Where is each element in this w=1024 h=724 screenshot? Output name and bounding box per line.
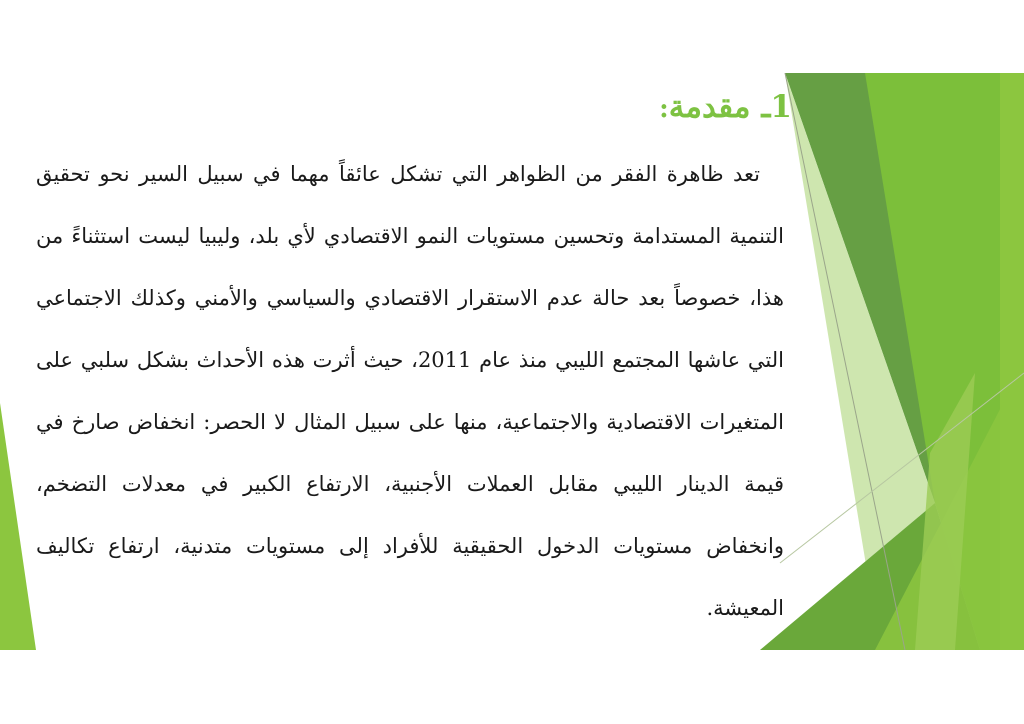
section-title-text: 1ـ مقدمة bbox=[668, 89, 792, 125]
left-green-sliver bbox=[0, 403, 36, 650]
section-title bbox=[659, 87, 792, 129]
slide bbox=[0, 73, 1024, 650]
section-title-colon: : bbox=[659, 94, 669, 124]
introduction-paragraph: تعد ظاهرة الفقر من الظواهر التي تشكل عائقاً مهما في سبيل السير نحو تحقيق التنمية المستدامة وتحسين مستويات النمو الاقتصادي لأي بلد، وليبيا ليست استثناءً من هذا، خصوصاً بعد حالة عدم الاستقرار الاقتصادي والسياسي والأمني وكذلك الاجتماعي التي عاشها المجتمع الليبي منذ عام 2011، حيث أثرت هذه الأحداث بشكل سلبي على المتغيرات الاقتصادية والاجتماعية، منها على سبيل المثال لا الحصر: انخفاض صارخ في قيمة الدينار الليبي مقابل العملات الأجنبية، الارتفاع الكبير في معدلات التضخم، وانخفاض مستويات الدخول الحقيقية للأفراد إلى مستويات متدنية، ارتفاع تكاليف المعيشة. bbox=[36, 162, 785, 620]
